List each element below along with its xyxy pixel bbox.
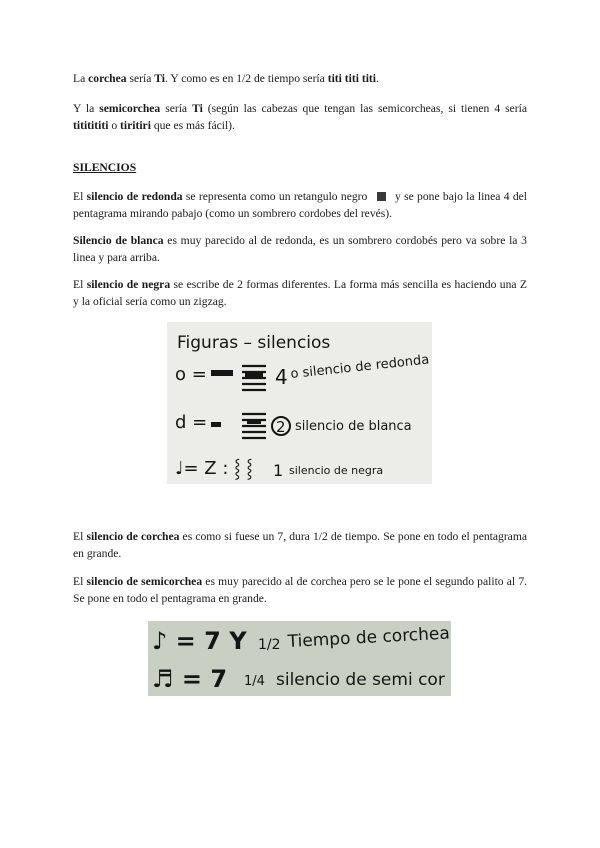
handwritten-eighth-rests-photo	[148, 621, 451, 696]
photo2-row1-frac: 1/2	[258, 637, 281, 653]
photo-row1-text: o silencio de redonda	[289, 352, 430, 382]
photo2-row2-lead: ♬ = 7	[152, 665, 228, 693]
half-rest-mark	[211, 422, 221, 427]
staff-lines-icon	[242, 414, 266, 438]
paragraph-silencio-redonda: El silencio de redonda se representa como un retangulo negro y se pone bajo la linea 4 del pentagrama mirando pabajo (como un sombrero cordobes del revés).	[73, 190, 527, 220]
photo-row1-lead: o =	[175, 364, 207, 385]
photo-row2-lead: d =	[175, 412, 208, 433]
whole-rest-mark	[211, 370, 233, 376]
paragraph-silencio-corchea: El silencio de corchea es como si fuese un 7, dura 1/2 de tiempo. Se pone en todo el pentagrama en grande.	[73, 530, 527, 560]
handwritten-rests-photo	[167, 322, 432, 484]
photo2-row2-text: silencio de semi cor	[276, 670, 445, 690]
black-square-icon	[377, 192, 386, 201]
section-heading-silencios: SILENCIOS	[73, 161, 137, 174]
paragraph-silencio-blanca: Silencio de blanca es muy parecido al de redonda, es un sombrero cordobés pero va sobre la 3 linea y para arriba.	[73, 234, 527, 264]
paragraph-semicorchea: Y la semicorchea sería Ti (según las cabezas que tengan las semicorcheas, si tienen 4 sería tititititi o tiritiri que es más fácil).	[73, 102, 527, 132]
photo-row2-num: 2	[276, 418, 286, 436]
paragraph-corchea: La corchea sería Ti. Y como es en 1/2 de tiempo sería titi titi titi.	[73, 72, 379, 85]
photo-row3-num: 1	[273, 461, 284, 480]
photo-row1-num: 4	[275, 365, 288, 389]
photo-row3-lead: ♩= Z : ⸾ ⸾	[175, 458, 253, 479]
photo-row3-text: silencio de negra	[289, 464, 384, 477]
photo2-row1-text: Tiempo de corchea	[287, 623, 451, 652]
staff-lines-icon	[242, 366, 266, 390]
whole-rest-on-staff	[245, 372, 263, 377]
photo2-row1-lead: ♪ = 7 Y	[152, 627, 247, 655]
paragraph-silencio-semicorchea: El silencio de semicorchea es muy parecido al de corchea pero se le pone el segundo palito al 7. Se pone en todo el pentagrama en grande.	[73, 575, 528, 605]
photo2-row2-frac: 1/4	[244, 674, 265, 689]
half-rest-on-staff	[247, 420, 261, 424]
paragraph-silencio-negra: El silencio de negra se escribe de 2 formas diferentes. La forma más sencilla es haciendo una Z y la oficial sería como un zigzag.	[73, 278, 528, 308]
photo-title: Figuras – silencios	[177, 333, 331, 353]
photo-row2-text: silencio de blanca	[295, 419, 412, 434]
